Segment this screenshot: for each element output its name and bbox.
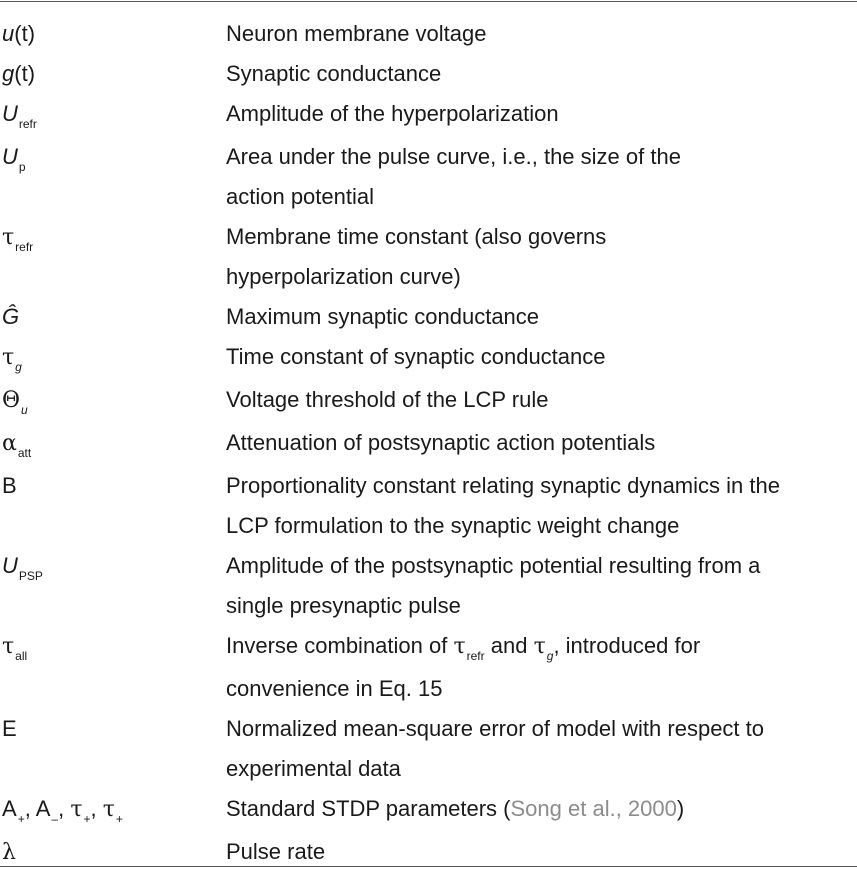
symbol-cell: $\tau_g$ [2,345,22,374]
symbol-cell: $\alpha_{att}$ [2,431,32,460]
symbol-cell: B [2,473,17,498]
description-cell: Membrane time constant (also governs hyperpolarization curve) [226,224,607,289]
table-bottom-rule [0,866,857,867]
description-cell: Maximum synaptic conductance [226,304,540,329]
symbol-cell: $U_p$ [2,144,26,174]
table-row [0,14,857,54]
description-cell: Proportionality constant relating synaptic dynamics in the LCP formulation to the synaptic weight change [226,473,780,538]
description-cell: Time constant of synaptic conductance [226,344,606,369]
table-row [0,380,857,423]
description-cell: Neuron membrane voltage [226,21,487,46]
symbol-cell: g(t) [2,61,36,86]
citation-link[interactable]: Song et al., 2000 [510,796,677,821]
description-cell: Voltage threshold of the LCP rule [226,387,549,412]
description-cell: Area under the pulse curve, i.e., the size of the action potential [226,144,681,209]
symbol-cell: $\tau_{all}$ [2,634,28,663]
symbol-cell: $\tau_{refr}$ [2,225,34,254]
table-row [0,546,857,626]
description-cell: Attenuation of postsynaptic action potentials [226,430,656,455]
table-row [0,789,857,832]
description-cell: Synaptic conductance [226,61,442,86]
symbol-cell: $\Theta_u$ [2,388,28,417]
symbol-cell: E [2,716,17,741]
table-row [0,217,857,297]
symbol-cell: Ĝ [2,304,20,329]
table-row [0,709,857,789]
table-top-rule [0,1,857,2]
description-cell: Pulse rate [226,839,326,864]
table-row [0,137,857,217]
symbol-cell: $U_{refr}$ [2,101,37,131]
table-row [0,466,857,546]
description-cell: Inverse combination of $\tau_{refr}$ and $\tau_g$, introduced for convenience in Eq. 15 [226,633,701,701]
description-cell: Amplitude of the hyperpolarization [226,101,559,126]
notation-table [0,14,857,873]
symbol-cell: u(t) [2,21,36,46]
table-row [0,423,857,466]
description-cell: Standard STDP parameters (Song et al., 2000) [226,796,685,821]
symbol-cell: $U_{PSP}$ [2,553,43,583]
symbol-cell: λ [2,840,16,865]
table-row [0,94,857,137]
table-row [0,54,857,94]
table-row [0,626,857,709]
description-cell: Amplitude of the postsynaptic potential resulting from a single presynaptic pulse [226,553,761,618]
table-row [0,337,857,380]
symbol-cell: $A_+$, $A_-$, $\tau_+$, $\tau_+$ [2,796,123,826]
table-row [0,297,857,337]
description-cell: Normalized mean-square error of model with respect to experimental data [226,716,765,781]
